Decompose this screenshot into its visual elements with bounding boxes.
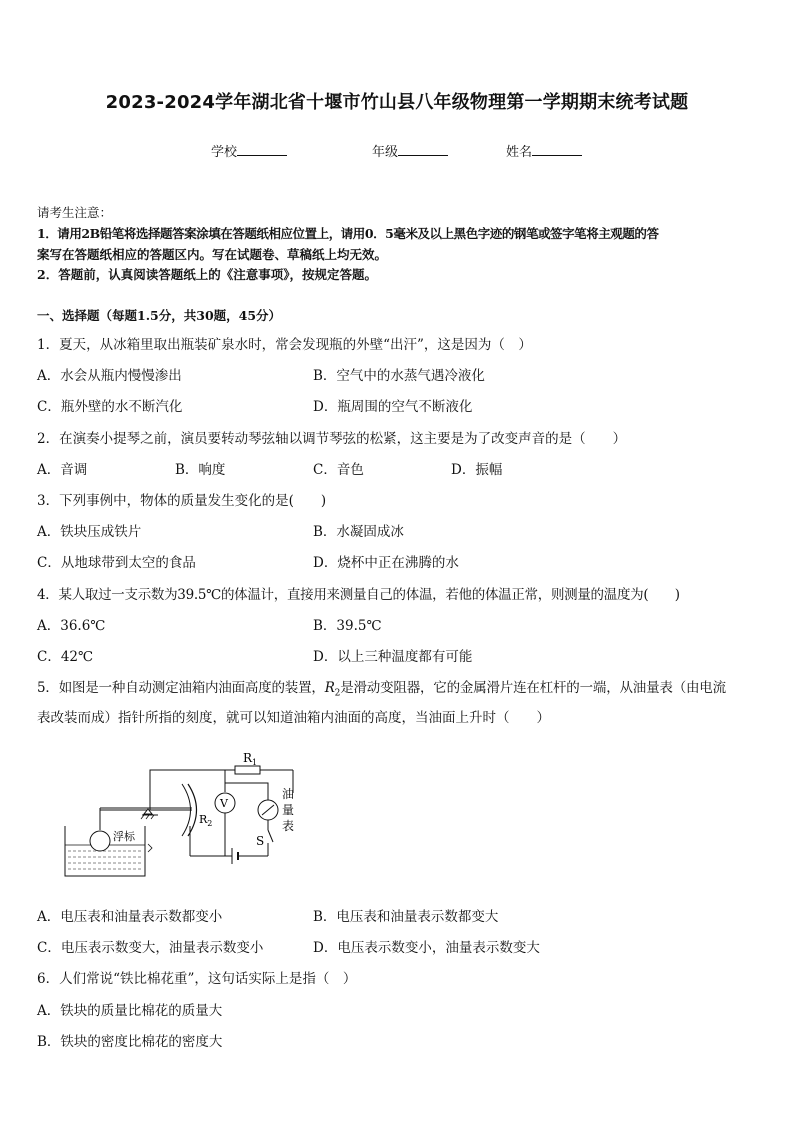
school-label: 学校	[211, 145, 238, 160]
q4-option-a: A．36.6℃	[37, 618, 106, 634]
name-label: 姓名	[506, 145, 533, 160]
q4-option-b: B．39.5℃	[313, 618, 382, 634]
voltmeter-label: V	[220, 797, 228, 810]
switch-label: S	[256, 834, 265, 848]
float-label: 浮标	[113, 830, 135, 843]
q2-stem: 2．在演奏小提琴之前，演员要转动琴弦轴以调节琴弦的松紧，这主要是为了改变声音的是（ ）	[37, 431, 627, 447]
q6-option-b: B．铁块的密度比棉花的密度大	[37, 1034, 223, 1050]
q5-stem	[37, 676, 726, 699]
q6-option-a: A．铁块的质量比棉花的质量大	[37, 1003, 223, 1019]
q5-r2-subscript: 2	[334, 688, 341, 699]
r1-resistor	[235, 766, 260, 774]
notice-line-1a: 1．请用2B铅笔将选择题答案涂填在答题纸相应位置上，请用0．5毫米及以上黑色字迹的钢笔或签字笔将主观题的答	[37, 226, 659, 241]
q2-option-c: C．音色	[313, 462, 364, 478]
q3-option-d: D．烧杯中正在沸腾的水	[313, 555, 459, 571]
q1-option-d: D．瓶周围的空气不断液化	[313, 399, 473, 415]
section-heading: 一、选择题（每题1.5分，共30题，45分）	[37, 308, 282, 323]
name-blank	[532, 143, 582, 156]
oil-gauge-circuit-diagram	[60, 748, 310, 883]
q1-option-c: C．瓶外壁的水不断汽化	[37, 399, 183, 415]
grade-field	[372, 141, 448, 160]
q3-option-c: C．从地球带到太空的食品	[37, 555, 196, 571]
q4-stem: 4．某人取过一支示数为39.5℃的体温计，直接用来测量自己的体温，若他的体温正常，则测量的温度为( )	[37, 587, 680, 603]
q5-option-c: C．电压表示数变大，油量表示数变小	[37, 940, 264, 956]
name-field	[506, 141, 582, 160]
q5-r2-symbol: R	[324, 680, 335, 696]
float-ball	[90, 831, 110, 851]
top-wire	[150, 770, 225, 810]
q2-option-a: A．音调	[37, 462, 88, 478]
grade-blank	[398, 143, 448, 156]
school-blank	[237, 143, 287, 156]
q1-stem: 1．夏天，从冰箱里取出瓶装矿泉水时，常会发现瓶的外壁“出汗”，这是因为（ ）	[37, 337, 532, 353]
q1-option-b: B．空气中的水蒸气遇冷液化	[313, 368, 485, 384]
r2-label: $R_2$	[199, 813, 213, 828]
q3-option-b: B．水凝固成冰	[313, 524, 404, 540]
notice-heading: 请考生注意：	[37, 205, 113, 220]
q5-stem-pre: 5．如图是一种自动测定油箱内油面高度的装置，	[37, 680, 325, 696]
q4-option-c: C．42℃	[37, 649, 94, 665]
tank-wall-mark	[148, 844, 152, 852]
q1-option-a: A．水会从瓶内慢慢渗出	[37, 368, 182, 384]
q3-stem: 3．下列事例中，物体的质量发生变化的是( )	[37, 493, 327, 509]
page-title: 2023-2024学年湖北省十堰市竹山县八年级物理第一学期期末统考试题	[105, 92, 689, 113]
q5-stem-line2: 表改装而成）指针所指的刻度，就可以知道油箱内油面的高度，当油面上升时（ ）	[37, 710, 550, 726]
q5-option-a: A．电压表和油量表示数都变小	[37, 909, 223, 925]
switch-lever	[268, 830, 273, 842]
q5-stem-post: 是滑动变阻器，它的金属滑片连在杠杆的一端，从油量表（由电流	[340, 680, 726, 696]
school-field	[211, 141, 287, 160]
q5-option-b: B．电压表和油量表示数都变大	[313, 909, 499, 925]
grade-label: 年级	[372, 145, 399, 160]
q2-option-b: B．响度	[175, 462, 226, 478]
r1-label: $R_1$	[243, 751, 258, 767]
gauge-label-1: 油	[282, 787, 295, 801]
notice-line-2: 2．答题前，认真阅读答题纸上的《注意事项》，按规定答题。	[37, 267, 377, 282]
q6-stem: 6．人们常说“铁比棉花重”，这句话实际上是指（ ）	[37, 971, 357, 987]
gauge-label-3: 表	[282, 819, 295, 833]
q4-option-d: D．以上三种温度都有可能	[313, 649, 473, 665]
q5-option-d: D．电压表示数变小，油量表示数变大	[313, 940, 540, 956]
q3-option-a: A．铁块压成铁片	[37, 524, 142, 540]
gauge-label-2: 量	[282, 803, 295, 817]
notice-line-1b: 案写在答题纸相应的答题区内。写在试题卷、草稿纸上均无效。	[37, 247, 388, 262]
q2-option-d: D．振幅	[451, 462, 503, 478]
